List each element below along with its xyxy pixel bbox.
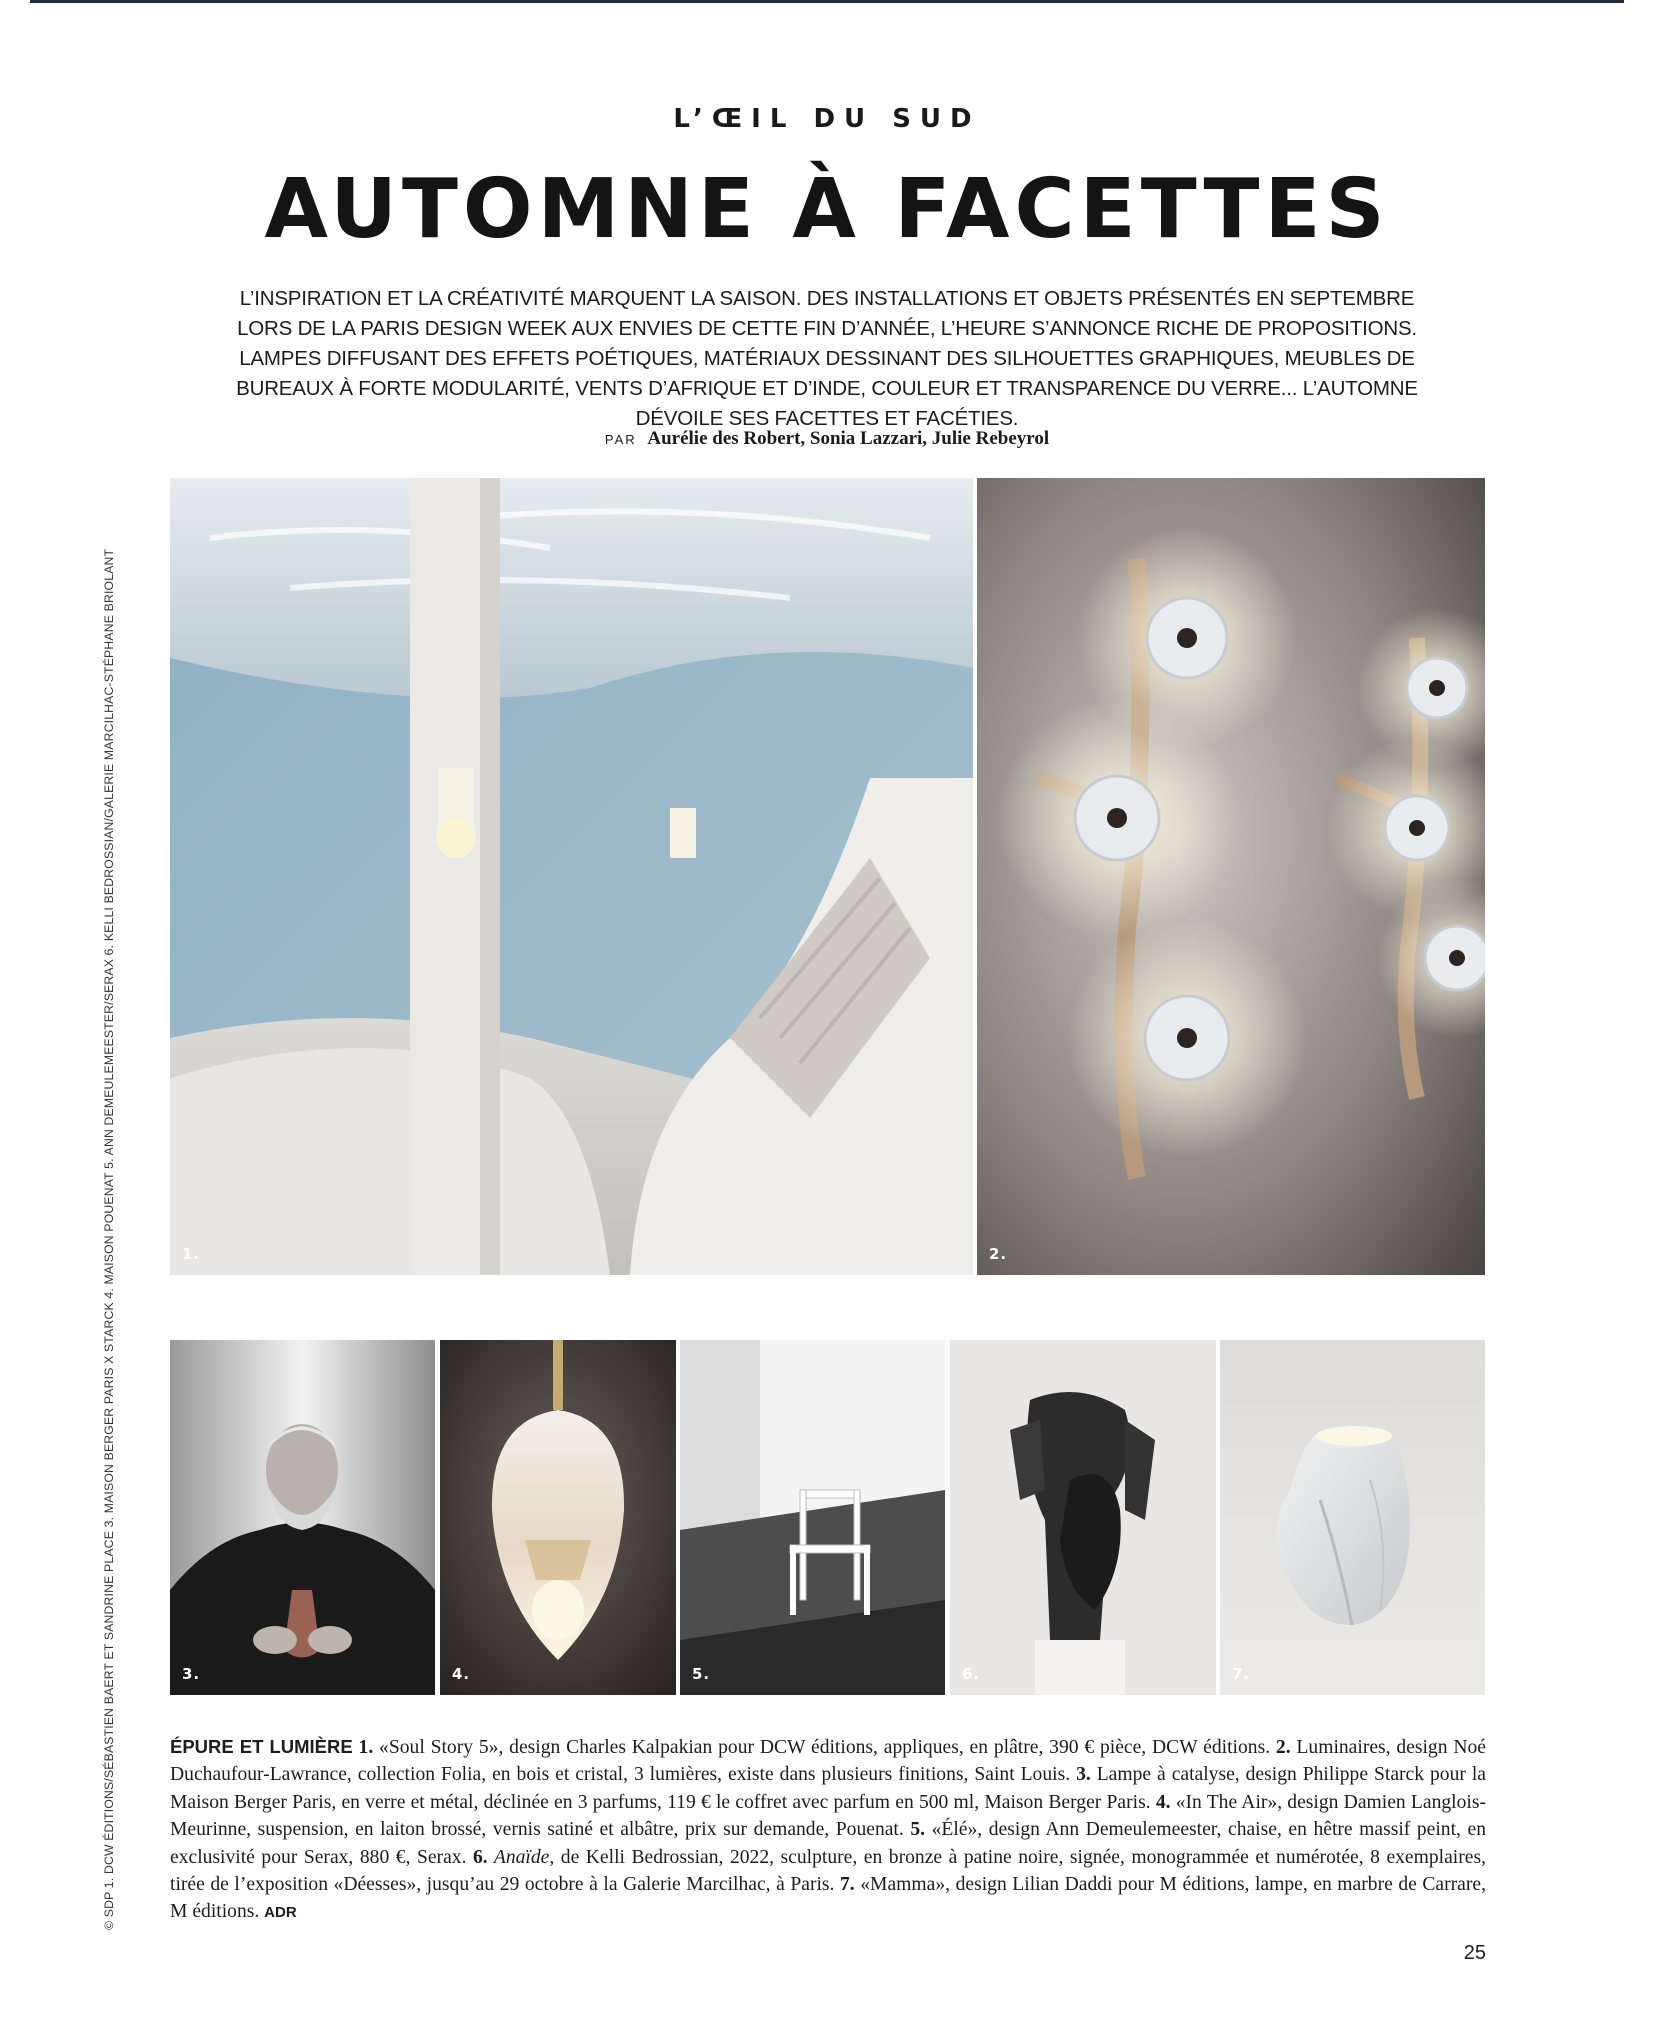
top-rule: [30, 0, 1624, 3]
wall-lamps-image: [977, 478, 1485, 1275]
page-title: AUTOMNE À FACETTES: [264, 162, 1390, 257]
intro-text: L’INSPIRATION ET LA CRÉATIVITÉ MARQUENT LA SAISON. DES INSTALLATIONS ET OBJETS PRÉSENTÉS EN SEPTEMBRE LORS DE LA PARIS DESIGN WEEK AUX ENVIES DE CETTE FIN D’ANNÉE, L’HEURE S’ANNONCE RICHE DE PROPOSITIONS. LAMPES DIFFUSANT DES EFFETS POÉTIQUES, MATÉRIAUX DESSINANT DES SILHOUETTES GRAPHIQUES, MEUBLES DE BUREAUX À FORTE MODULARITÉ, VENTS D’AFRIQUE ET D’INDE, COULEUR ET TRANSPARENCE DU VERRE... L’AUTOMNE DÉVOILE SES FACETTES ET FACÉTIES.: [236, 287, 1418, 430]
caption-section-title: ÉPURE ET LUMIÈRE: [170, 1736, 353, 1757]
page-number: 25: [1463, 1942, 1486, 1964]
marble-lamp-image: [1220, 1340, 1485, 1695]
caption-num-7: 7.: [840, 1874, 855, 1896]
photo-5-number: 5.: [692, 1665, 711, 1683]
caption-item-3: Lampe à catalyse, design Philippe Starck pour la Maison Berger Paris, en verre et métal, déclinée en 3 parfums, 119 € le coffret avec parfum en 500 ml, Maison Berger Paris.: [170, 1764, 1486, 1813]
section-rubric: L’ŒIL DU SUD: [673, 104, 981, 134]
sculpture-image: [950, 1340, 1216, 1695]
caption-num-6: 6.: [472, 1846, 488, 1868]
photo-2-number: 2.: [989, 1245, 1008, 1263]
photo-6: [950, 1340, 1216, 1695]
caption-text: [170, 1733, 1486, 1927]
caption-item-6: , de Kelli Bedrossian, 2022, sculpture, en bronze à patine noire, signée, monogrammée et numérotée, 8 exemplaires, tirée de l’exposition «Déesses», jusqu’au 29 octobre à la Galerie Marcilhac, à Paris.: [170, 1846, 1486, 1896]
caption-item-5: «Élé», design Ann Demeulemeester, chaise, en hêtre massif peint, en exclusivité pour Serax, 880 €, Serax.: [170, 1819, 1486, 1868]
caption-num-5: 5.: [910, 1819, 926, 1841]
photo-1: [170, 478, 973, 1275]
photo-4: [440, 1340, 676, 1695]
author-signature: ADR: [264, 1904, 297, 1922]
photo-4-number: 4.: [452, 1665, 471, 1683]
photo-7-number: 7.: [1232, 1665, 1251, 1683]
photo-3-number: 3.: [182, 1665, 201, 1683]
photo-6-number: 6.: [962, 1665, 981, 1683]
photo-5: [680, 1340, 945, 1695]
photo-credits: © SDP 1. DCW ÉDITIONS/SÉBASTIEN BAERT ET SANDRINE PLACE 3. MAISON BERGER PARIS X STARCK 4. MAISON POUENAT 5. ANN DEMEULEMEESTER/SERAX 6. KELLI BEDROSSIAN/GALERIE MARCILHAC-STÉPHANE BRIOLANT: [102, 548, 116, 1930]
caption-num-4: 4.: [1155, 1791, 1171, 1813]
caption-num-2: 2.: [1275, 1737, 1291, 1758]
byline: [0, 428, 1654, 450]
byline-prefix: PAR: [604, 432, 637, 447]
photo-3: [170, 1340, 435, 1695]
pendant-lamp-image: [440, 1340, 676, 1695]
caption-num-3: 3.: [1076, 1764, 1091, 1786]
caption-item-2: Luminaires, design Noé Duchaufour-Lawrance, collection Folia, en bois et cristal, 3 lumières, existe dans plusieurs finitions, Saint Louis.: [170, 1737, 1486, 1786]
chair-image: [680, 1340, 945, 1695]
portrait-image: [170, 1340, 435, 1695]
caption-num-1: 1.: [358, 1737, 374, 1758]
photo-2: [977, 478, 1485, 1275]
photo-1-number: 1.: [182, 1245, 201, 1263]
caption-item-4: «In The Air», design Damien Langlois-Meurinne, suspension, en laiton brossé, vernis satiné et albâtre, prix sur demande, Pouenat.: [170, 1791, 1487, 1841]
caption-item-1: «Soul Story 5», design Charles Kalpakian pour DCW éditions, appliques, en plâtre, 390 € pièce, DCW éditions.: [373, 1737, 1276, 1758]
caption-item-6-title: Anaïde: [487, 1846, 550, 1868]
photo-7: [1220, 1340, 1485, 1695]
caption-item-7: «Mamma», design Lilian Daddi pour M éditions, lampe, en marbre de Carrare, M éditions.: [170, 1874, 1486, 1923]
byline-authors: Aurélie des Robert, Sonia Lazzari, Julie Rebeyrol: [647, 428, 1050, 449]
staircase-image: [170, 478, 973, 1275]
